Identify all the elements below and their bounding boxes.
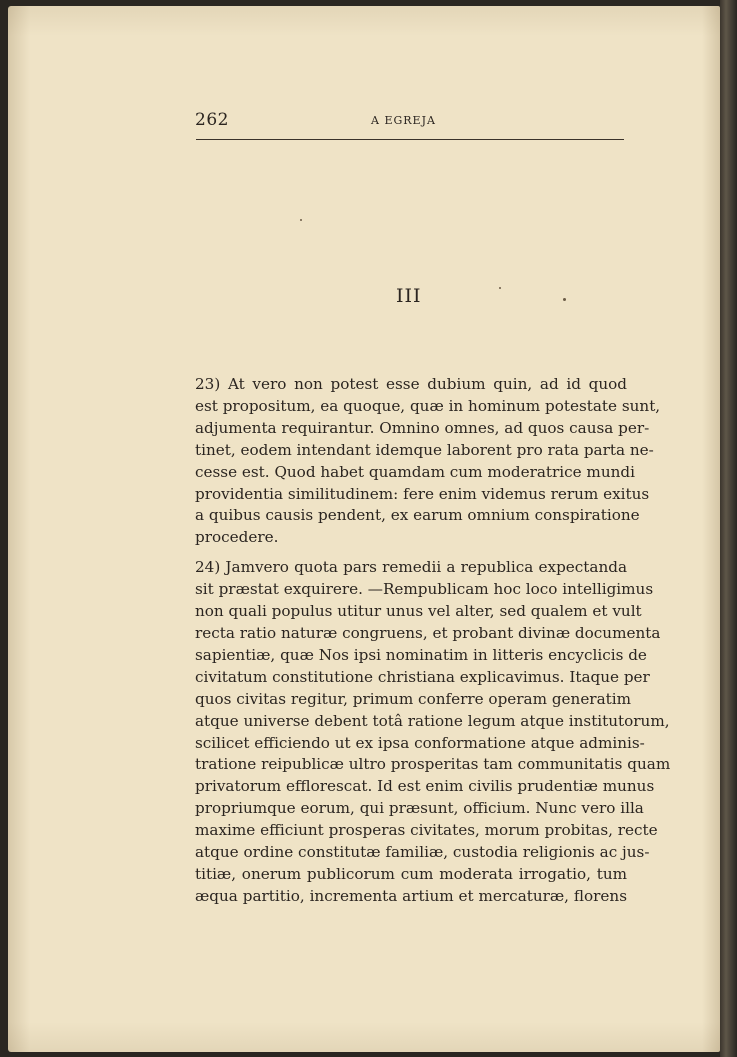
running-head	[195, 110, 625, 134]
running-title: A EGREJA	[371, 114, 436, 127]
text-line: procedere.	[195, 528, 279, 547]
text-line: civitatum constitutione christiana explicavimus. Itaque per	[195, 667, 650, 686]
text-line: quos civitas regitur, primum conferre operam generatim	[195, 689, 631, 708]
text-line: providentia similitudinem: fere enim videmus rerum exitus	[195, 484, 650, 503]
text-line: non quali populus utitur unus vel alter, sed qualem et vult	[195, 602, 642, 621]
page-number: 262	[195, 110, 229, 130]
text-line: sapientiæ, quæ Nos ipsi nominatim in litteris encyclicis de	[195, 645, 647, 664]
text-line: 23) At vero non potest esse dubium quin, ad id quod	[195, 375, 627, 393]
text-line: cesse est. Quod habet quamdam cum moderatrice mundi	[195, 462, 635, 481]
text-line: recta ratio naturæ congruens, et probant divinæ documenta	[195, 623, 661, 642]
text-line: titiæ, onerum publicorum cum moderata irrogatio, tum	[195, 864, 627, 883]
text-line: adjumenta requirantur. Omnino omnes, ad quos causa per-	[195, 418, 650, 437]
text-line: a quibus causis pendent, ex earum omnium conspiratione	[195, 506, 640, 525]
paragraph-gap	[195, 549, 627, 557]
text-line: privatorum efflorescat. Id est enim civilis prudentiæ munus	[195, 777, 655, 796]
text-line: 24) Jamvero quota pars remedii a republica expectanda	[195, 558, 627, 577]
text-line: atque universe debent totâ ratione legum atque institutorum,	[195, 711, 670, 730]
paragraph-24	[195, 557, 671, 908]
paragraph-23	[195, 374, 661, 549]
text-line: scilicet efficiendo ut ex ipsa conformatione atque adminis-	[195, 733, 645, 752]
text-line: sit præstat exquirere. —Rempublicam hoc loco intelligimus	[195, 580, 654, 599]
text-line: tinet, eodem intendant idemque laborent pro rata parta ne-	[195, 440, 654, 459]
text-line: æqua partitio, incrementa artium et mercaturæ, florens	[195, 886, 627, 905]
paper-speck	[300, 219, 302, 221]
text-line: propriumque eorum, qui præsunt, officium. Nunc vero illa	[195, 799, 644, 818]
paper-speck	[499, 287, 501, 289]
text-line: tratione reipublicæ ultro prosperitas tam communitatis quam	[195, 755, 671, 774]
paper-speck	[563, 298, 566, 301]
body-text	[195, 374, 671, 908]
header-rule	[196, 139, 624, 140]
chapter-numeral: III	[396, 285, 422, 307]
book-spine	[720, 0, 737, 1057]
text-line: maxime efficiunt prosperas civitates, morum probitas, recte	[195, 821, 658, 840]
text-line: est propositum, ea quoque, quæ in hominum potestate sunt,	[195, 396, 661, 415]
text-line: atque ordine constitutæ familiæ, custodia religionis ac jus-	[195, 843, 650, 862]
